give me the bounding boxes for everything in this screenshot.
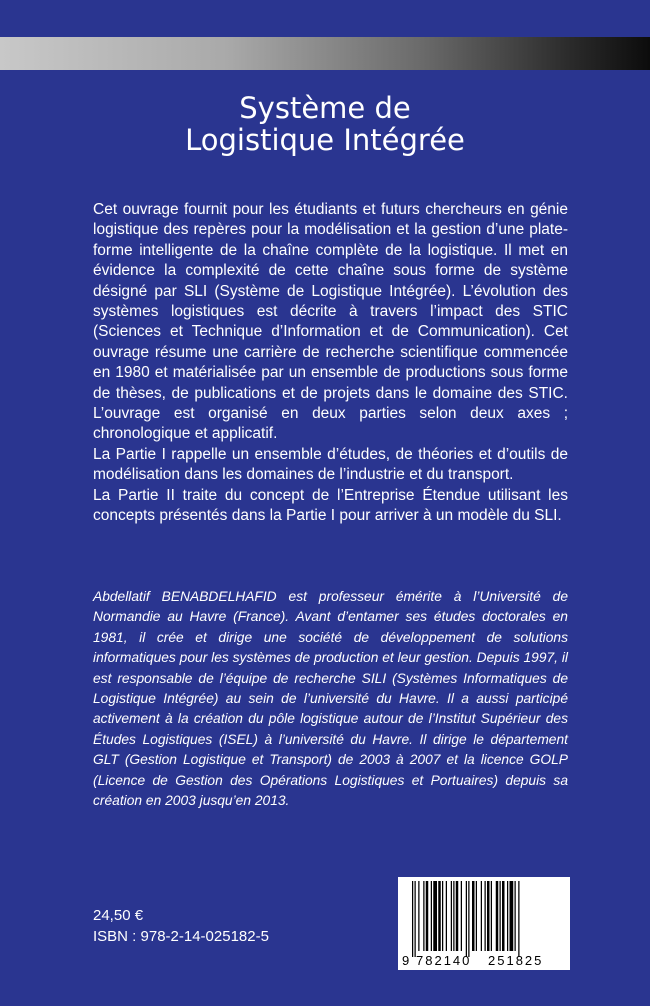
barcode-bar — [491, 881, 492, 951]
barcode-bar — [442, 881, 443, 951]
barcode-bar — [461, 881, 462, 951]
barcode-digit-first: 9 — [402, 953, 410, 968]
isbn: ISBN : 978-2-14-025182-5 — [93, 928, 269, 945]
barcode-bar — [496, 881, 499, 951]
book-title — [0, 92, 650, 156]
barcode-bars — [412, 881, 520, 957]
barcode-bar — [433, 881, 437, 951]
barcode-bar — [418, 881, 419, 951]
barcode-digits-right: 251825 — [488, 953, 544, 968]
summary-paragraph-1: Cet ouvrage fournit pour les étudiants et futurs chercheurs en génie logistique des repères pour la modélisation et la gestion d’une plate-forme intelligente de la chaîne complète de la logistique. Il met en évidence la complexité de cette chaîne sous forme de système désigné par SLI (Système de Logistique Intégrée). L’évolution des systèmes logistiques est décrite à travers l’impact des STIC (Sciences et Technique d’Information et de Communication). Cet ouvrage résume une carrière de recherche scientifique commencée en 1980 et matérialisée par un ensemble de productions sous forme de thèses, de publications et de projets dans le domaine des STIC. L’ouvrage est organisé en deux parties selon deux axes ; chronologique et applicatif. — [93, 201, 568, 443]
title-line-2: Logistique Intégrée — [185, 123, 465, 157]
top-gradient-band — [0, 37, 650, 70]
summary-paragraph-3: La Partie II traite du concept de l’Entreprise Étendue utilisant les concepts présentés dans la Partie I pour arriver à un modèle du SLI. — [93, 486, 568, 525]
barcode-bar — [487, 881, 490, 951]
barcode-bar — [515, 881, 516, 951]
barcode-graphic — [398, 877, 570, 970]
barcode-bar — [481, 881, 482, 951]
barcode-bar — [431, 881, 432, 951]
barcode-bar — [466, 881, 467, 957]
barcode-bar — [412, 881, 413, 957]
author-bio: Abdellatif BENABDELHAFID est professeur émérite à l’Université de Normandie au Havre (France). Avant d’entamer ses études doctorales en 1981, il crée et dirige une société de développement de solutions informatiques pour les systèmes de production et leur gestion. Depuis 1997, il est responsable de l’équipe de recherche SILI (Systèmes Informatiques de Logistique Intégrée) au sein de l’université du Havre. Il a aussi participé activement à la création du pôle logistique autour de l’Institut Supérieur des Études Logistiques (ISEL) à l’université du Havre. Il dirige le département GLT (Gestion Logistique et Transport) de 2003 à 2007 et la licence GOLP (Licence de Gestion des Opérations Logistiques et Portuaires) depuis sa création en 2003 jusqu’en 2013. — [93, 589, 568, 809]
barcode — [398, 877, 570, 970]
barcode-bar — [472, 881, 475, 951]
barcode-bar — [446, 881, 447, 951]
price: 24,50 € — [93, 907, 144, 924]
barcode-bar — [426, 881, 429, 951]
barcode-bar — [453, 881, 454, 951]
barcode-bar — [438, 881, 441, 951]
barcode-bar — [415, 881, 416, 957]
barcode-bar — [476, 881, 477, 951]
barcode-digits-left: 782140 — [416, 953, 472, 968]
book-summary — [93, 200, 568, 527]
barcode-bar — [502, 881, 505, 951]
barcode-bar — [507, 881, 508, 951]
title-line-1: Système de — [239, 91, 411, 125]
barcode-bar — [456, 881, 459, 951]
barcode-bar — [468, 881, 469, 957]
barcode-bar — [451, 881, 452, 951]
barcode-bar — [510, 881, 514, 951]
summary-paragraph-2: La Partie I rappelle un ensemble d’études, de théories et d’outils de modélisation dans les domaines de l’industrie et du transport. — [93, 445, 568, 484]
barcode-bar — [500, 881, 501, 951]
barcode-bar — [518, 881, 519, 957]
barcode-bar — [485, 881, 486, 951]
barcode-bar — [423, 881, 424, 951]
